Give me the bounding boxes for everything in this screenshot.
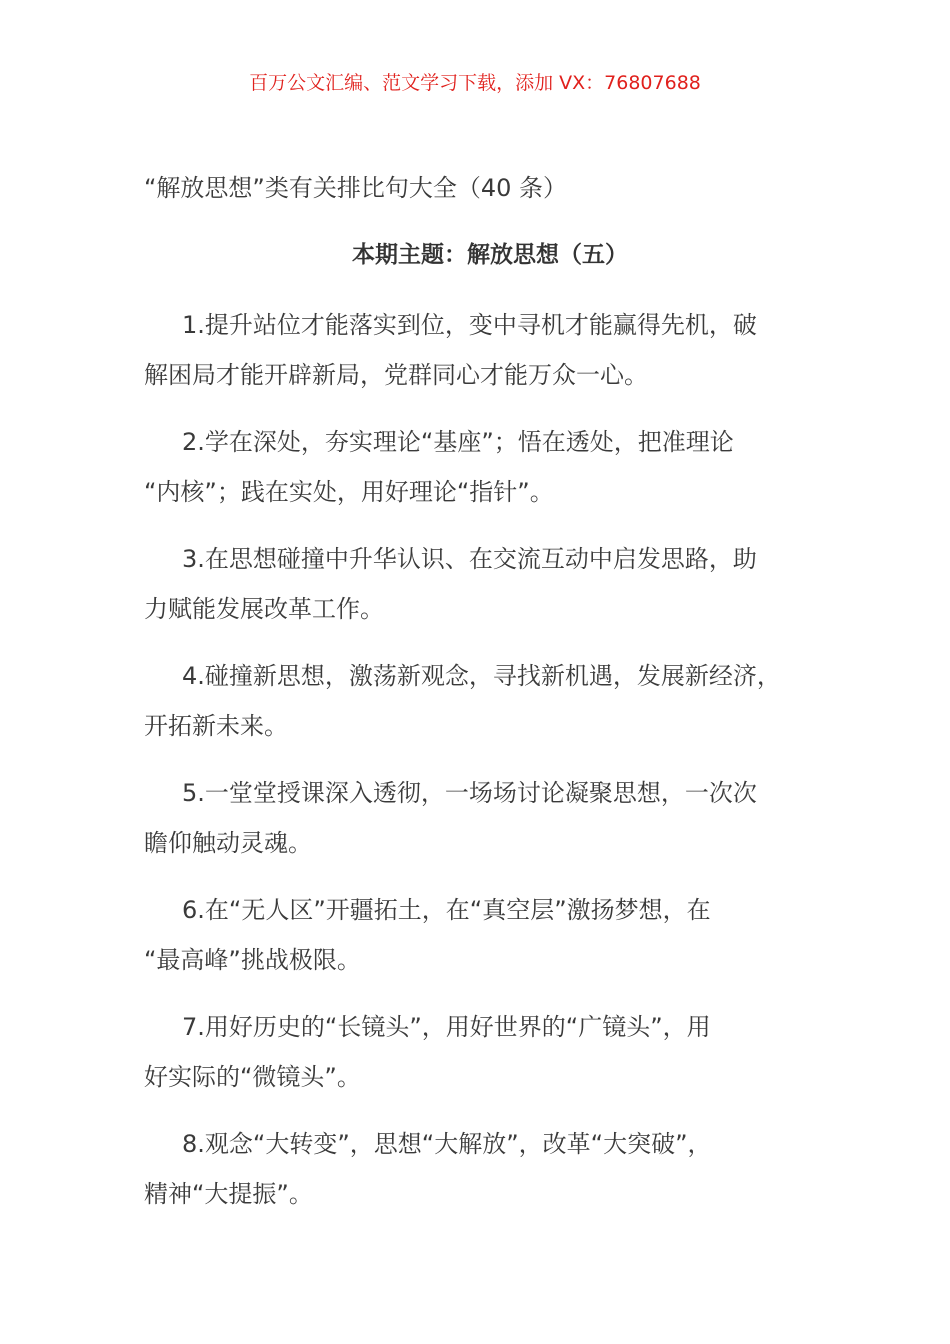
paragraph-line: 2.学在深处，夯实理论“基座”；悟在透处，把准理论 — [182, 428, 734, 456]
paragraph-6 — [144, 885, 834, 985]
paragraph-line: 开拓新未来。 — [144, 712, 288, 740]
paragraph-4 — [144, 651, 834, 751]
paragraph-line: 4.碰撞新思想，激荡新观念，寻找新机遇，发展新经济， — [182, 662, 781, 690]
document-subtitle: 本期主题：解放思想（五） — [352, 242, 628, 268]
paragraph-line: 力赋能发展改革工作。 — [144, 595, 384, 623]
paragraph-8 — [144, 1119, 834, 1219]
paragraph-line: 好实际的“微镜头”。 — [144, 1063, 361, 1091]
paragraph-7 — [144, 1002, 834, 1102]
paragraph-line: 3.在思想碰撞中升华认识、在交流互动中启发思路，助 — [182, 545, 757, 573]
paragraph-line: 7.用好历史的“长镜头”，用好世界的“广镜头”，用 — [182, 1013, 711, 1041]
paragraph-line: 1.提升站位才能落实到位，变中寻机才能赢得先机，破 — [182, 311, 757, 339]
paragraph-1 — [144, 300, 834, 400]
paragraph-line: 8.观念“大转变”，思想“大解放”，改革“大突破”， — [182, 1130, 712, 1158]
paragraph-3 — [144, 534, 834, 634]
paragraph-5 — [144, 768, 834, 868]
paragraph-line: 精神“大提振”。 — [144, 1180, 313, 1208]
paragraph-line: 解困局才能开辟新局，党群同心才能万众一心。 — [144, 361, 648, 389]
document-body — [144, 300, 834, 1236]
watermark-header: 百万公文汇编、范文学习下载，添加 VX：76807688 — [249, 72, 701, 94]
document-title: “解放思想”类有关排比句大全（40 条） — [144, 174, 568, 202]
paragraph-line: 瞻仰触动灵魂。 — [144, 829, 312, 857]
paragraph-line: “最高峰”挑战极限。 — [144, 946, 361, 974]
paragraph-line: 6.在“无人区”开疆拓土，在“真空层”激扬梦想，在 — [182, 896, 711, 924]
paragraph-line: “内核”；践在实处，用好理论“指针”。 — [144, 478, 554, 506]
paragraph-line: 5.一堂堂授课深入透彻，一场场讨论凝聚思想，一次次 — [182, 779, 757, 807]
paragraph-2 — [144, 417, 834, 517]
